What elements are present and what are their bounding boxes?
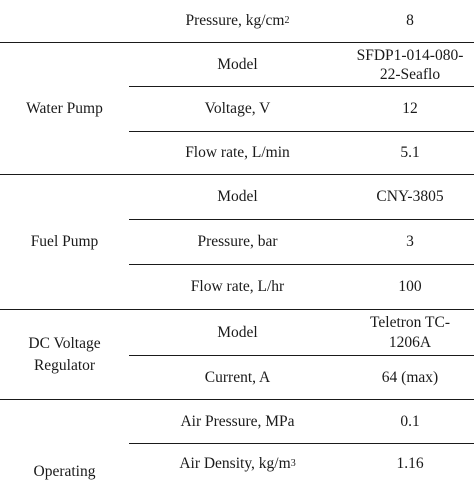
value-cell	[346, 0, 474, 42]
value-cell	[346, 444, 474, 484]
value-label: 8	[406, 12, 414, 29]
param-cell	[130, 265, 345, 309]
param-label: Air Density, kg/m	[179, 455, 291, 472]
group-label: Water Pump	[26, 99, 103, 117]
param-cell	[130, 87, 345, 131]
param-label: Model	[217, 323, 258, 341]
param-cell	[130, 175, 345, 219]
value-cell	[346, 356, 474, 399]
value-cell	[350, 43, 470, 86]
param-label: Air Pressure, MPa	[180, 412, 295, 430]
param-cell	[130, 132, 345, 174]
value-cell	[346, 400, 474, 443]
group-cell-operating	[0, 458, 129, 486]
value-cell	[346, 132, 474, 174]
param-label: Flow rate, L/hr	[190, 278, 285, 295]
value-label: 64 (max)	[381, 368, 439, 386]
value-label: 12	[402, 100, 418, 117]
group-label: DC Voltage Regulator	[28, 334, 101, 374]
group-label: Operating	[33, 463, 96, 480]
param-cell: Air Density, kg/m 3	[130, 444, 345, 484]
param-cell	[130, 43, 345, 86]
group-label: Fuel Pump	[30, 233, 99, 250]
param-label: Pressure, kg/cm	[185, 12, 285, 29]
value-label: CNY-3805	[376, 188, 444, 205]
value-label: 5.1	[400, 144, 420, 161]
value-cell	[358, 310, 462, 355]
param-label: Flow rate, L/min	[185, 144, 290, 161]
value-cell	[346, 220, 474, 264]
value-label: 0.1	[400, 412, 420, 430]
param-cell	[130, 220, 345, 264]
value-label: 1.16	[396, 455, 424, 472]
param-cell: Pressure, kg/cm 2	[130, 0, 345, 42]
param-label: Voltage, V	[204, 100, 271, 117]
param-cell	[130, 400, 345, 443]
group-cell-fuel-pump	[0, 175, 129, 309]
value-cell	[346, 265, 474, 309]
param-label: Model	[217, 55, 258, 73]
value-label: 3	[406, 233, 414, 250]
value-label: 100	[398, 278, 422, 295]
value-cell	[346, 175, 474, 219]
value-label: Teletron TC-1206A	[370, 313, 450, 351]
group-cell-water-pump	[0, 43, 129, 174]
group-cell-dc-voltage-regulator	[8, 310, 121, 399]
param-label: Current, A	[204, 368, 271, 386]
value-cell	[346, 87, 474, 131]
param-label: Pressure, bar	[197, 233, 278, 250]
param-cell	[130, 356, 345, 399]
value-label: SFDP1-014-080-22-Seaflo	[356, 46, 464, 83]
param-label: Model	[217, 188, 258, 205]
param-cell	[130, 310, 345, 355]
